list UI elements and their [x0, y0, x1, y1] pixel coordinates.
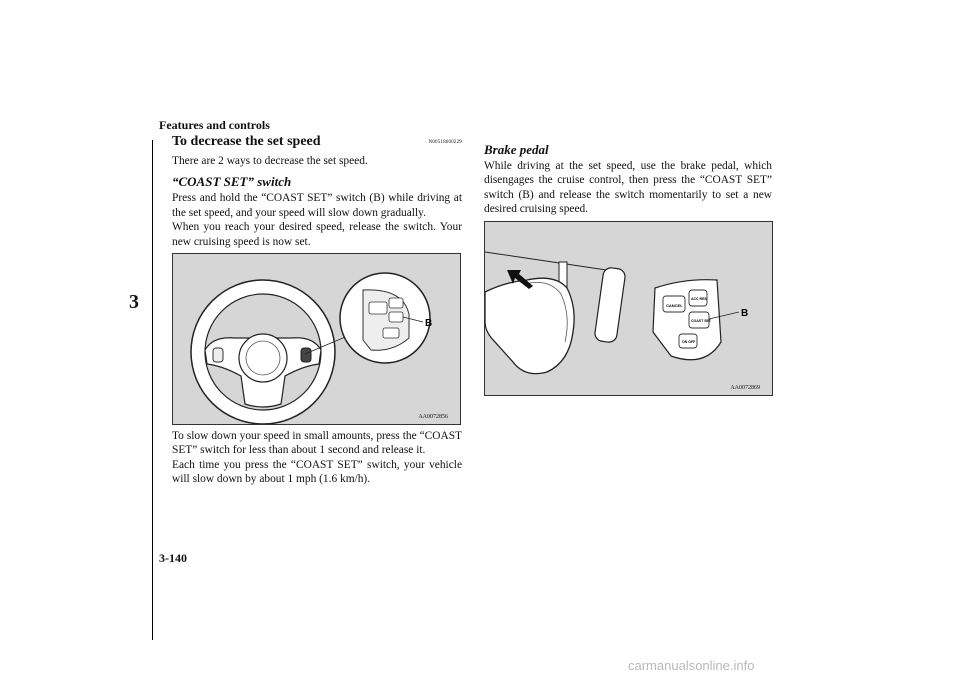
coast-set-paragraph-4: Each time you press the “COAST SET” switch, your vehicle will slow down by about 1 mph (1.6 km/h).: [172, 458, 462, 486]
coast-set-paragraph-1: Press and hold the “COAST SET” switch (B) while driving at the set speed, and your speed will slow down gradually.: [172, 192, 462, 219]
section-title: [172, 134, 462, 150]
chapter-tab: 3: [129, 291, 139, 313]
switch-b-label: B: [425, 318, 433, 330]
coast-set-heading: “COAST SET” switch: [172, 174, 292, 190]
on-off-label: ON OFF: [682, 339, 696, 344]
figure-code: AA0072856: [418, 414, 448, 421]
left-column: [172, 134, 462, 487]
acc-res-label: ACC RES: [691, 296, 707, 301]
section-title-text: To decrease the set speed: [172, 134, 321, 149]
coast-set-paragraph-2: When you reach your desired speed, release the switch. Your new cruising speed is now set.: [172, 221, 462, 248]
steering-wheel-illustration: [173, 254, 460, 424]
brake-pedal-heading: Brake pedal: [484, 142, 549, 157]
brake-pedal-illustration: [485, 222, 772, 395]
cancel-label: CANCEL: [666, 302, 683, 308]
section-code: N00518600229: [428, 140, 462, 145]
figure-code-right: AA0072869: [730, 384, 760, 391]
brake-pedal-paragraph: While driving at the set speed, use the brake pedal, which disengages the cruise control, then press the “COAST SET” switch (B) and release the switch momentarily to set a new desired cruising speed.: [484, 160, 772, 216]
switch-b-label-right: B: [741, 307, 749, 319]
right-column: [484, 142, 772, 396]
brake-pedal-figure: [484, 221, 773, 396]
page-number: 3-140: [159, 551, 187, 565]
intro-text: There are 2 ways to decrease the set speed.: [172, 155, 368, 167]
coast-set-label: COAST SET: [691, 318, 712, 323]
coast-set-paragraph-3: To slow down your speed in small amounts, press the “COAST SET” switch for less than about 1 second and release it.: [172, 430, 462, 457]
chapter-divider: [152, 140, 153, 640]
footer-watermark: carmanualsonline.info: [628, 658, 755, 673]
section-header: Features and controls: [159, 118, 270, 132]
steering-wheel-figure: [172, 253, 461, 425]
